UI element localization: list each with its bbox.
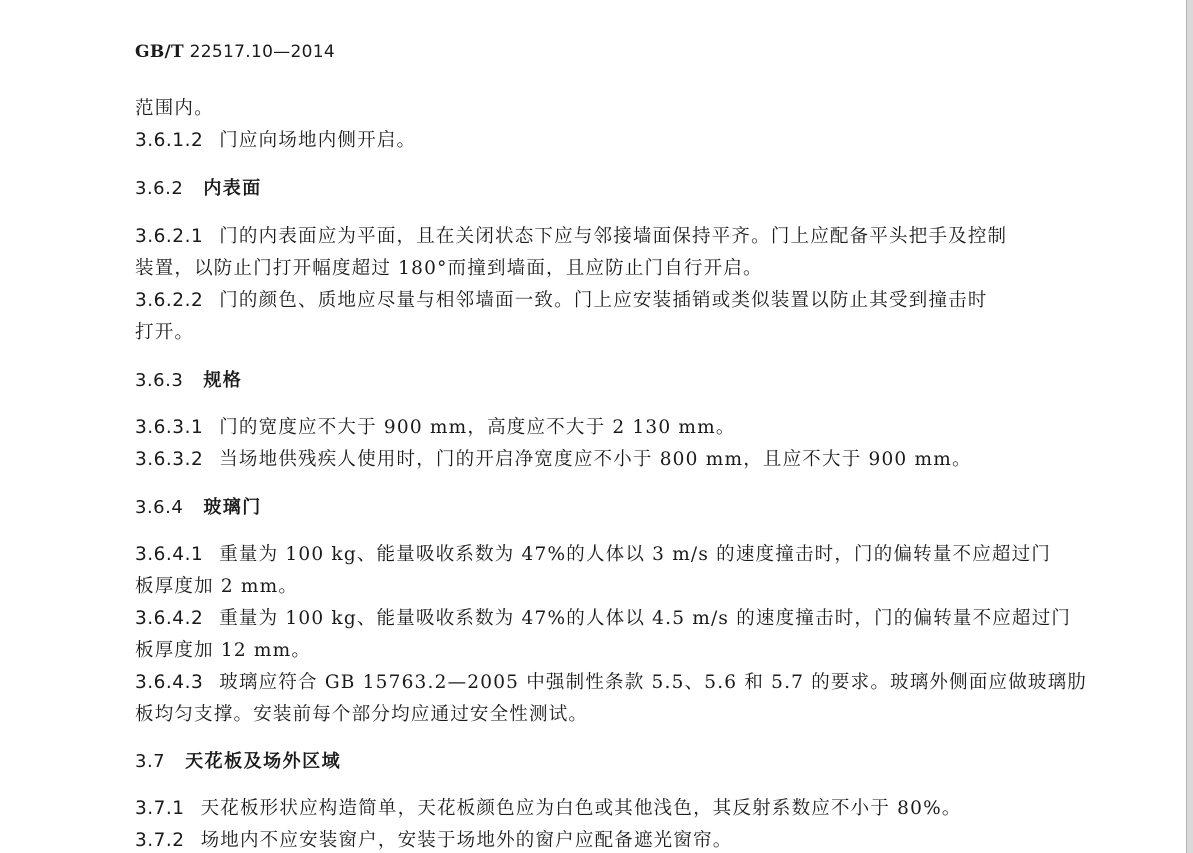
- clause-number: 3.7.2: [135, 830, 185, 851]
- clause-3-6-3-1: [135, 416, 736, 440]
- heading-title: 规格: [203, 370, 243, 391]
- clause-number: 3.6.1.2: [135, 130, 204, 151]
- clause-number: 3.6.3.1: [135, 417, 204, 438]
- clause-text: 门的宽度应不大于 900 mm，高度应不大于 2 130 mm。: [219, 417, 736, 438]
- heading-number: 3.7: [135, 751, 166, 772]
- clause-text: 板厚度加 2 mm。: [135, 576, 299, 597]
- clause-text: 门应向场地内侧开启。: [219, 130, 417, 151]
- clause-3-6-1-2: [135, 129, 416, 153]
- clause-3-6-4-2: [135, 607, 1071, 631]
- heading-number: 3.6.3: [135, 370, 184, 391]
- clause-number: 3.6.4.2: [135, 608, 204, 629]
- clause-text: 重量为 100 kg、能量吸收系数为 47%的人体以 3 m/s 的速度撞击时，门的偏转量不应超过门: [219, 544, 1052, 565]
- clause-3-6-2-1-continued: [135, 257, 763, 281]
- clause-number: 3.6.4.1: [135, 544, 204, 565]
- clause-text: 门的颜色、质地应尽量与相邻墙面一致。门上应安装插销或类似装置以防止其受到撞击时: [219, 290, 988, 311]
- standard-prefix: GB/T: [135, 42, 184, 62]
- clause-3-6-2-2: [135, 289, 988, 313]
- clause-3-6-4-1-continued: [135, 575, 298, 599]
- page-header: [135, 42, 335, 62]
- clause-text: 天花板形状应构造简单，天花板颜色应为白色或其他浅色，其反射系数应不小于 80%。: [200, 798, 962, 819]
- section-heading-3-7: [135, 750, 341, 774]
- heading-number: 3.6.2: [135, 178, 184, 199]
- clause-number: 3.7.1: [135, 798, 185, 819]
- clause-text: 当场地供残疾人使用时，门的开启净宽度应不小于 800 mm，且应不大于 900 mm。: [219, 449, 972, 470]
- clause-text: 板均匀支撑。安装前每个部分均应通过安全性测试。: [135, 704, 589, 725]
- section-heading-3-6-2: [135, 177, 262, 201]
- heading-title: 玻璃门: [203, 497, 262, 518]
- page-edge-divider: [1186, 0, 1193, 853]
- clause-text: 打开。: [135, 322, 195, 343]
- clause-3-6-4-1: [135, 543, 1051, 567]
- clause-3-6-2-1: [135, 225, 1007, 249]
- clause-text: 板厚度加 12 mm。: [135, 640, 312, 661]
- clause-3-7-1: [135, 797, 962, 821]
- clause-text: 玻璃应符合 GB 15763.2—2005 中强制性条款 5.5、5.6 和 5.7 的要求。玻璃外侧面应做玻璃肋: [219, 672, 1088, 693]
- clause-3-7-2: [135, 829, 732, 853]
- clause-3-6-4-3: [135, 671, 1087, 695]
- clause-number: 3.6.3.2: [135, 449, 204, 470]
- clause-number: 3.6.4.3: [135, 672, 204, 693]
- clause-text: 场地内不应安装窗户，安装于场地外的窗户应配备遮光窗帘。: [200, 830, 733, 851]
- clause-number: 3.6.2.2: [135, 290, 204, 311]
- clause-text: 门的内表面应为平面，且在关闭状态下应与邻接墙面保持平齐。门上应配备平头把手及控制: [219, 226, 1008, 247]
- heading-title: 内表面: [203, 178, 262, 199]
- clause-3-6-4-3-continued: [135, 703, 588, 727]
- paragraph-continuation: [135, 97, 214, 121]
- section-heading-3-6-3: [135, 369, 242, 393]
- heading-title: 天花板及场外区域: [185, 751, 342, 772]
- clause-3-6-2-2-continued: [135, 321, 194, 345]
- section-heading-3-6-4: [135, 496, 262, 520]
- heading-number: 3.6.4: [135, 497, 184, 518]
- clause-number: 3.6.2.1: [135, 226, 204, 247]
- paragraph-text: 范围内。: [135, 98, 214, 119]
- clause-text: 重量为 100 kg、能量吸收系数为 47%的人体以 4.5 m/s 的速度撞击时，门的偏转量不应超过门: [219, 608, 1072, 629]
- clause-3-6-4-2-continued: [135, 639, 311, 663]
- clause-3-6-3-2: [135, 448, 972, 472]
- standard-number: 22517.10—2014: [189, 42, 335, 62]
- clause-text: 装置，以防止门打开幅度超过 180°而撞到墙面，且应防止门自行开启。: [135, 258, 763, 279]
